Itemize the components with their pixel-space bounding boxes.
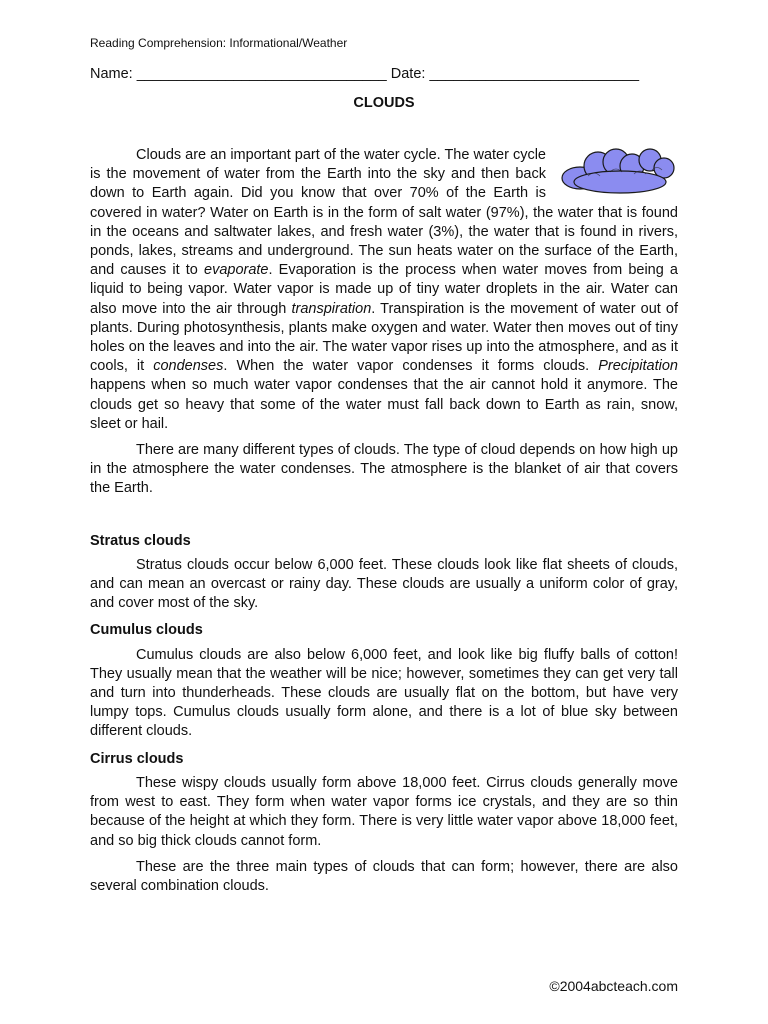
worksheet-category: Reading Comprehension: Informational/Weather: [90, 36, 348, 50]
section-text-cirrus: These wispy clouds usually form above 18,000 feet. Cirrus clouds generally move from west to east. They form when water vapor forms ice crystals, and they are so thin because of the height at which they form. There is very little water vapor above 18,000 feet, and so big thick clouds cannot form.: [90, 774, 678, 849]
section-heading-stratus: Stratus clouds: [90, 532, 191, 549]
section-heading-cirrus: Cirrus clouds: [90, 750, 184, 767]
term-condenses: condenses: [153, 358, 224, 375]
article-body: [90, 146, 678, 896]
closing-paragraph: These are the three main types of clouds that can form; however, there are also several combination clouds.: [90, 858, 678, 894]
copyright-footer: ©2004abcteach.com: [549, 978, 678, 994]
section-text-cumulus: Cumulus clouds are also below 6,000 feet, and look like big fluffy balls of cotton! They usually mean that the weather will be nice; however, sometimes they can get very tall and turn into thunderheads. These clouds are usually flat on the bottom, but have very lumpy tops. Cumulus clouds usually form alone, and there is a lot of blue sky between different clouds.: [90, 646, 678, 740]
types-paragraph: There are many different types of clouds. The type of cloud depends on how high up in the atmosphere the water condenses. The atmosphere is the blanket of air that covers the Earth.: [90, 442, 678, 497]
term-evaporate: evaporate: [204, 262, 269, 279]
name-date-line: Name: _______________________________ Date: __________________________: [90, 66, 640, 82]
term-precipitation: Precipitation: [598, 358, 678, 375]
term-transpiration: transpiration: [291, 300, 372, 317]
section-heading-cumulus: Cumulus clouds: [90, 622, 203, 639]
cloud-icon: [558, 146, 678, 196]
page-title: CLOUDS: [353, 95, 415, 111]
section-text-stratus: Stratus clouds occur below 6,000 feet. These clouds look like flat sheets of clouds, and can mean an overcast or rainy day. These clouds are usually a uniform color of gray, and cover most of the sky.: [90, 556, 678, 612]
intro-paragraph: Clouds are an important part of the water cycle. The water cycle is the movement of water from the Earth into the sky and then back down to Earth again. Did you know that over 70% of the Earth is covered in water? Water on Earth is in the form of salt water (97%), the water that is found in the oceans and saltwater lakes, and fresh water (3%), the water that is found in rivers, ponds, lakes, streams and underground. The sun heats water on the surface of the Earth, and causes it to evaporate. Evaporation is the process when water moves from being a liquid to being vapor. Water vapor is made up of tiny water droplets in the air. Water can also move into the air through transpiration. Transpiration is the movement of water out of plants. During photosynthesis, plants make oxygen and water. Water then moves out of tiny holes on the leaves and into the air. The water vapor rises up into the atmosphere, and as it cools, it condenses. When the water vapor condenses it forms clouds. Precipitation happens when so much water vapor condenses that the air cannot hold it anymore. The clouds get so heavy that some of the water must fall back down to Earth as rain, snow, sleet or hail.: [90, 147, 679, 432]
